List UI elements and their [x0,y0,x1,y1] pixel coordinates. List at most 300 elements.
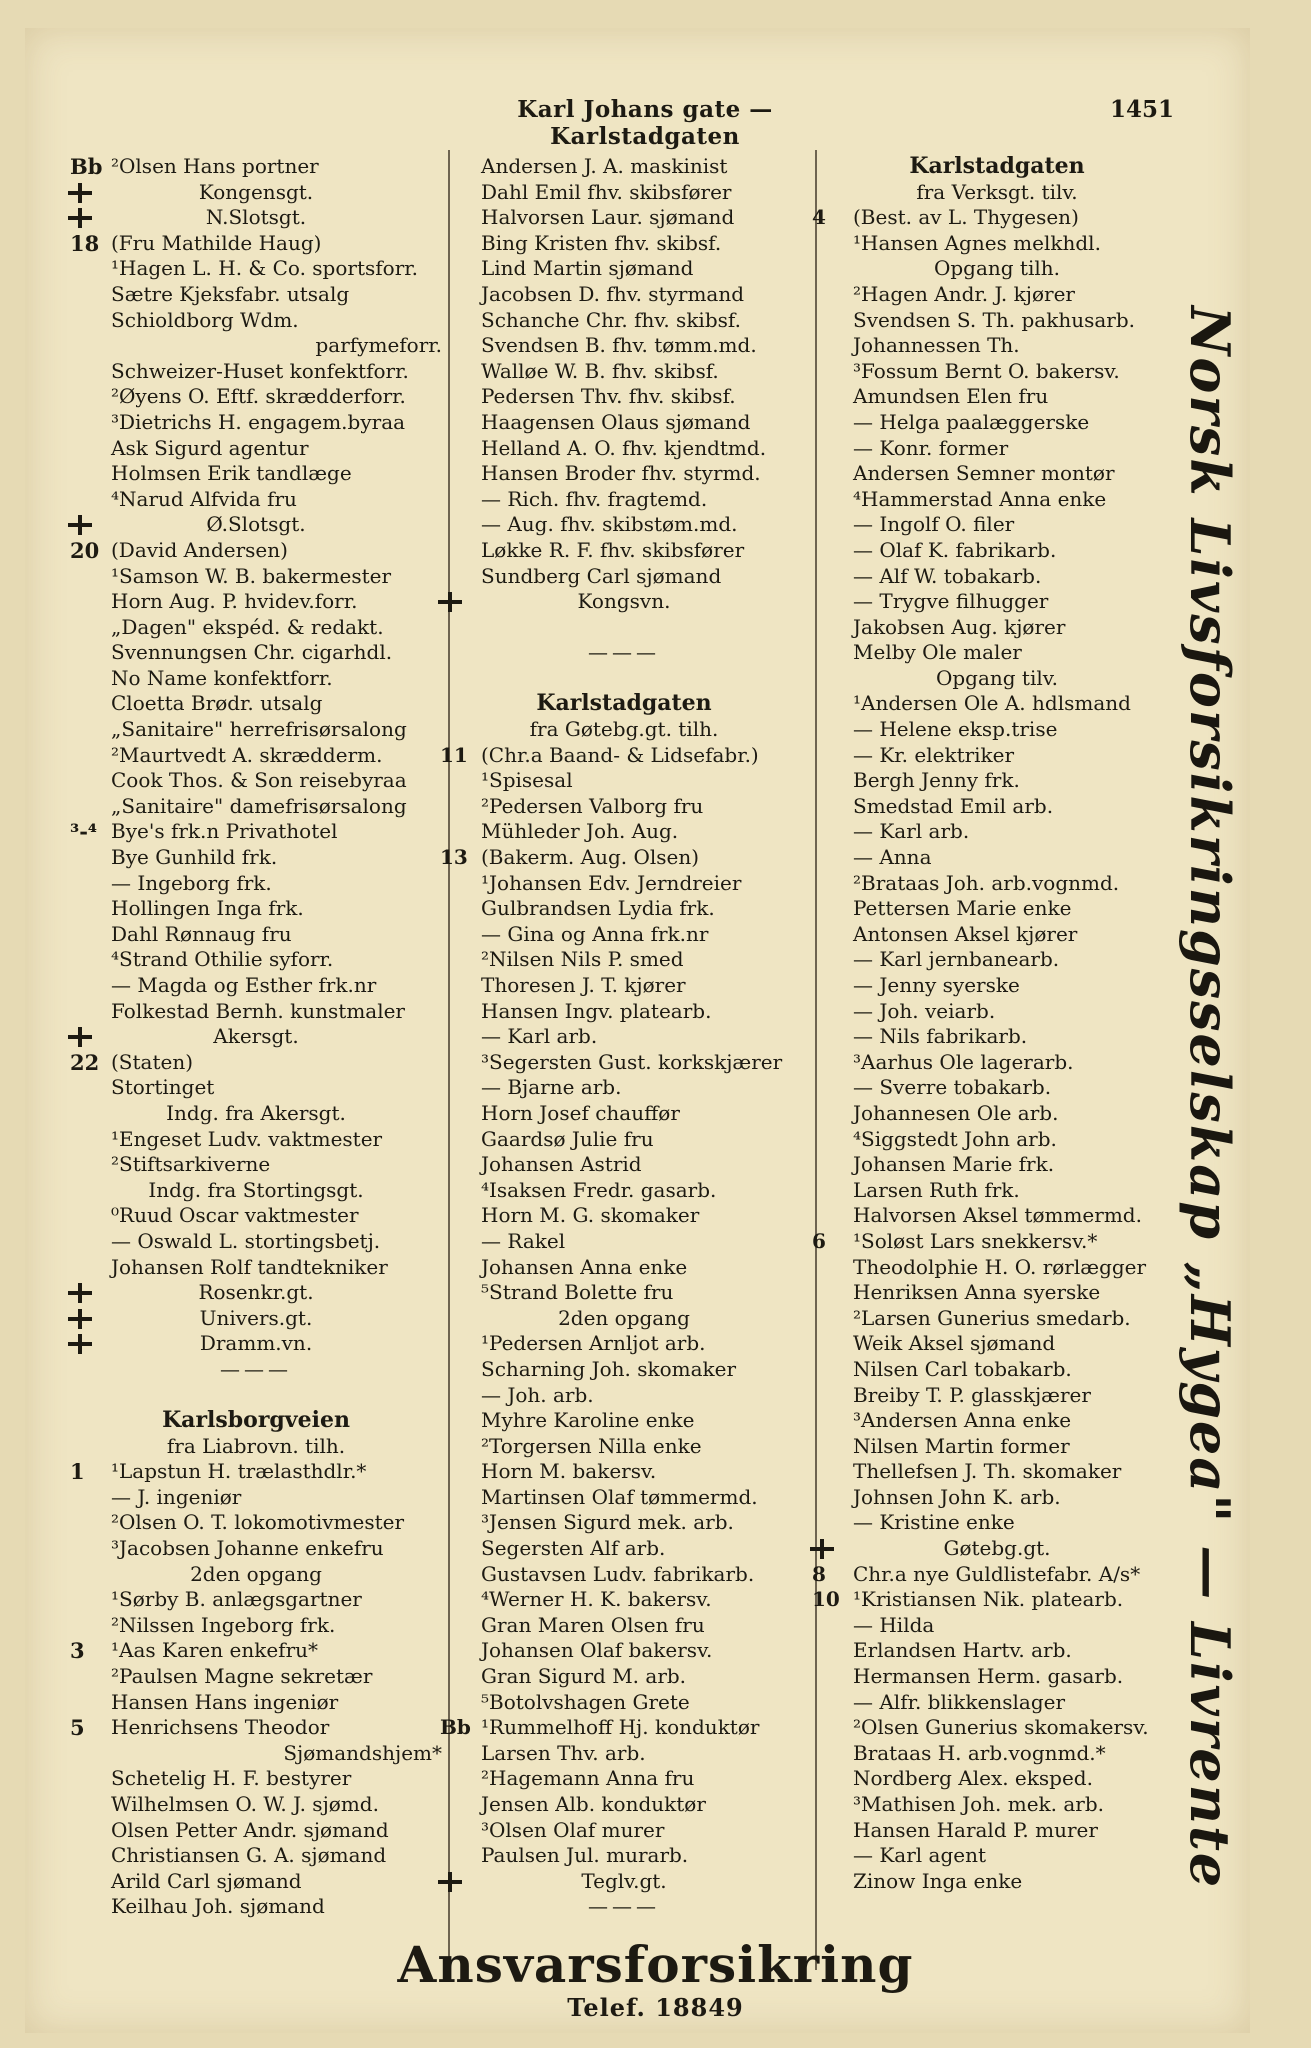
entry-text: Wilhelmsen O. W. J. sjømd. [111,1792,379,1816]
directory-line [812,1869,1182,1895]
directory-line [812,973,1182,999]
entry-text: fra Verksgt. tilv. [916,179,1078,204]
directory-line [70,1255,442,1281]
directory-line [70,1536,442,1562]
cross-street-name: Kongsvn. [577,589,671,614]
entry-text: Pedersen Thv. fhv. skibsf. [481,384,736,409]
directory-line [812,1050,1182,1076]
entry-text: ³Fossum Bernt O. bakersv. [853,358,1120,383]
directory-line [812,999,1182,1025]
directory-line [440,615,808,641]
entry-text: ²Nilssen Ingeborg frk. [111,1612,336,1637]
directory-line [70,845,442,871]
directory-line [440,1536,808,1562]
entry-text: Olsen Petter Andr. sjømand [111,1817,389,1842]
entry-text: Gran Maren Olsen fru [481,1612,705,1637]
directory-line [812,1485,1182,1511]
entry-text: — Joh. arb. [481,1382,594,1407]
entry-text: Sundberg Carl sjømand [481,563,722,588]
directory-line [70,1587,442,1613]
directory-line [440,487,808,513]
directory-line [70,461,442,487]
directory-line [812,205,1182,231]
entry-text: Dahl Rønnaug fru [111,921,292,946]
directory-line [440,1280,808,1306]
entry-text: — Ingeborg frk. [111,870,272,895]
directory-line [70,768,442,794]
house-number: 22 [70,1049,100,1075]
directory-line [440,1050,808,1076]
entry-text: Weik Aksel sjømand [853,1331,1056,1356]
directory-line [440,1792,808,1818]
entry-text: Johansen Olaf bakersv. [481,1638,713,1663]
directory-line [70,743,442,769]
entry-text: ⁵Botolvshagen Grete [481,1689,690,1714]
directory-line [70,896,442,922]
entry-text: ——— [220,1356,292,1381]
column-2 [440,154,808,1920]
directory-line [812,922,1182,948]
entry-text: Thellefsen J. Th. skomaker [853,1459,1122,1484]
entry-text: ³Olsen Olaf murer [481,1817,665,1842]
cross-street-name: Dramm.vn. [199,1331,313,1356]
directory-line [812,1024,1182,1050]
directory-line [70,333,442,359]
entry-text: ¹Sørby B. anlægsgartner [111,1587,362,1612]
directory-line [440,1331,808,1357]
directory-line [812,538,1182,564]
directory-line [812,487,1182,513]
directory-line [70,819,442,845]
entry-text: Christiansen G. A. sjømand [111,1843,387,1868]
entry-text: Schweizer-Huset konfektforr. [111,358,409,383]
entry-text: — Konr. former [853,435,1009,460]
entry-text: Lind Martin sjømand [481,256,694,281]
entry-text: ¹Lapstun H. trælasthdlr.* [111,1459,367,1484]
directory-line [70,1229,442,1255]
directory-line [70,205,442,231]
section-separator [440,1894,808,1920]
directory-line [440,1715,808,1741]
entry-text: ¹Johansen Edv. Jerndreier [481,870,742,895]
directory-line [812,1818,1182,1844]
directory-line [70,1638,442,1664]
directory-line [812,1408,1182,1434]
entry-text: ¹Hansen Agnes melkhdl. [853,230,1101,255]
entry-text: ¹Aas Karen enkefru* [111,1638,319,1663]
entry-text: Schioldborg Wdm. [111,307,299,332]
directory-line [440,231,808,257]
entry-text: Antonsen Aksel kjører [853,921,1078,946]
directory-line [812,1383,1182,1409]
street-heading [440,691,808,717]
directory-line [812,564,1182,590]
entry-text: Schetelig H. F. bestyrer [111,1766,352,1791]
directory-line [812,1101,1182,1127]
entry-text: Karlstadgaten [536,690,712,717]
entry-text: — Magda og Esther frk.nr [111,973,377,997]
entry-text: Nordberg Alex. eksped. [853,1766,1093,1791]
directory-line [440,973,808,999]
page-header [0,96,1311,150]
entry-text: Breiby T. P. glasskjærer [853,1382,1091,1407]
entry-text: ³Mathisen Joh. mek. arb. [853,1792,1105,1816]
directory-line [70,1613,442,1639]
entry-text: Mühleder Joh. Aug. [481,819,679,844]
directory-line [440,1613,808,1639]
entry-text: Bergh Jenny frk. [853,768,1020,793]
directory-line [812,1280,1182,1306]
entry-text: Hansen Hans ingeniør [111,1689,339,1714]
entry-text: — J. ingeniør [111,1484,242,1509]
entry-text: ²Olsen Gunerius skomakersv. [853,1715,1149,1740]
directory-line [812,308,1182,334]
entry-text: Smedstad Emil arb. [853,793,1054,818]
entry-text: (David Andersen) [111,537,288,562]
directory-line [70,154,442,180]
entry-text: Opgang tilv. [935,665,1059,690]
entry-text: ²Olsen O. T. lokomotivmester [111,1510,405,1535]
directory-line [812,1306,1182,1332]
directory-line [440,999,808,1025]
directory-line [812,743,1182,769]
directory-line [812,947,1182,973]
directory-line [70,564,442,590]
entry-text: — Nils fabrikarb. [853,1024,1028,1049]
directory-line [70,1280,442,1306]
entry-text: Gran Sigurd M. arb. [481,1664,687,1689]
directory-line [440,922,808,948]
entry-text: ³Segersten Gust. korkskjærer [481,1049,783,1074]
entry-text: Amundsen Elen fru [853,384,1049,409]
directory-line [70,1485,442,1511]
directory-line [70,1843,442,1869]
directory-line [70,640,442,666]
directory-line [812,1690,1182,1716]
directory-line [440,1690,808,1716]
directory-line [440,1459,808,1485]
entry-text: Haagensen Olaus sjømand [481,409,751,434]
entry-text: Hansen Ingv. platearb. [481,998,712,1023]
cross-street-name: N.Slotsgt. [205,205,307,230]
entry-text: ⁵Strand Bolette fru [481,1280,674,1305]
directory-line [70,1792,442,1818]
street-heading [812,154,1182,180]
entry-text: — Hilda [853,1612,935,1637]
directory-line [440,205,808,231]
entry-text: ²Olsen Hans portner [111,154,319,178]
entry-text: ⁴Siggstedt John arb. [853,1126,1057,1151]
directory-line [70,1459,442,1485]
directory-line [440,1843,808,1869]
directory-line [812,231,1182,257]
entry-text: (Fru Mathilde Haug) [111,230,322,255]
directory-line [70,1741,442,1767]
directory-line [440,1562,808,1588]
entry-text: Opgang tilh. [933,256,1061,281]
directory-line [812,691,1182,717]
entry-text: ²Hagemann Anna fru [481,1766,695,1791]
house-number: 6 [812,1228,826,1253]
directory-line [70,487,442,513]
entry-text: ¹Hagen L. H. & Co. sportsforr. [111,256,418,281]
entry-text: Theodolphie H. O. rørlægger [853,1254,1147,1279]
entry-text: — Alf W. tobakarb. [853,563,1042,588]
entry-text: Nilsen Martin former [853,1433,1070,1458]
entry-text: ²Larsen Gunerius smedarb. [853,1305,1131,1330]
entry-text: — Bjarne arb. [481,1075,622,1100]
directory-line [440,359,808,385]
entry-text: Johnsen John K. arb. [853,1484,1061,1509]
directory-line [70,1127,442,1153]
entry-text: ³Aarhus Ole lagerarb. [853,1049,1074,1074]
entry-text: ⁰Ruud Oscar vaktmester [111,1203,359,1228]
house-number: Bb [440,1715,471,1740]
directory-line [440,1152,808,1178]
directory-line [812,666,1182,692]
entry-text: Johansen Marie frk. [853,1152,1055,1177]
directory-line [812,1178,1182,1204]
directory-line [70,691,442,717]
entry-text: Arild Carl sjømand [111,1868,302,1893]
directory-line [812,845,1182,871]
directory-line [70,1383,442,1409]
entry-text: — Karl agent [853,1843,987,1868]
directory-line [70,1690,442,1716]
directory-line [70,1510,442,1536]
entry-text: Cloetta Brødr. utsalg [111,691,323,716]
directory-line [70,436,442,462]
directory-line [812,589,1182,615]
directory-line [812,1562,1182,1588]
entry-text: No Name konfektforr. [111,665,333,690]
directory-line [440,1024,808,1050]
entry-text: — Kristine enke [853,1510,1015,1535]
directory-line [812,819,1182,845]
directory-line [70,1203,442,1229]
directory-line [440,1638,808,1664]
directory-line [70,384,442,410]
entry-text: ¹Kristiansen Nik. platearb. [853,1587,1124,1612]
directory-line [70,1050,442,1076]
directory-line [812,1715,1182,1741]
entry-text: Svennungsen Chr. cigarhdl. [111,640,393,665]
entry-text: ²Hagen Andr. J. kjører [853,281,1075,306]
directory-line [812,461,1182,487]
directory-line [70,359,442,385]
directory-line [812,282,1182,308]
entry-text: Hansen Harald P. murer [853,1817,1098,1842]
entry-text: Andersen Semner montør [853,461,1115,486]
entry-text: — Rakel [481,1228,566,1253]
entry-text: Larsen Thv. arb. [481,1740,646,1765]
directory-line [70,973,442,999]
directory-line [70,231,442,257]
entry-text: Halvorsen Laur. sjømand [481,205,735,230]
directory-line [440,256,808,282]
directory-line [440,1127,808,1153]
entry-text: — Sverre tobakarb. [853,1075,1052,1100]
entry-text: — Kr. elektriker [853,742,1015,767]
entry-text: Brataas H. arb.vognmd.* [853,1740,1106,1765]
directory-line [812,717,1182,743]
entry-text: Zinow Inga enke [853,1868,1023,1893]
entry-text: ¹Pedersen Arnljot arb. [481,1331,706,1356]
entry-text: Stortinget [111,1075,215,1100]
entry-text: Thoresen J. T. kjører [481,973,686,997]
directory-line [70,1075,442,1101]
cross-street-name: Teglv.gt. [581,1868,667,1893]
entry-text: Johannessen Th. [853,333,1020,358]
entry-text: — Karl jernbanearb. [853,947,1060,972]
directory-line [440,1510,808,1536]
house-number: 10 [812,1587,840,1612]
entry-text: ³Jensen Sigurd mek. arb. [481,1510,734,1535]
entry-text: ²Torgersen Nilla enke [481,1433,702,1458]
directory-line [812,1766,1182,1792]
directory-line [440,1306,808,1332]
entry-text: ——— [588,640,660,665]
entry-text: „Dagen" ekspéd. & redakt. [111,614,384,639]
directory-line [440,1383,808,1409]
entry-text: ²Paulsen Magne sekretær [111,1664,373,1689]
directory-line [70,256,442,282]
directory-line [440,180,808,206]
directory-line [440,1741,808,1767]
directory-line [812,1613,1182,1639]
directory-line [70,589,442,615]
entry-text: Indg. fra Akersgt. [166,1100,346,1125]
directory-line [440,282,808,308]
directory-line [440,947,808,973]
entry-text: Paulsen Jul. murarb. [481,1843,689,1868]
vertical-advertisement: Norsk Livsforsikringsselskap „Hygea" — Livrente [1178,306,1242,1890]
entry-text: — Oswald L. stortingsbetj. [111,1228,381,1253]
directory-line [70,1024,442,1050]
entry-text: Martinsen Olaf tømmermd. [481,1484,758,1509]
entry-text: — Aug. fhv. skibstøm.md. [481,512,738,537]
directory-line [812,1741,1182,1767]
directory-line [440,1818,808,1844]
cross-street-name: Ø.Slotsgt. [206,512,306,537]
section-separator [440,640,808,666]
directory-line [70,1664,442,1690]
entry-text: Jakobsen Aug. kjører [853,614,1066,639]
entry-text: ²Maurtvedt A. skrædderm. [111,742,383,767]
directory-line [812,436,1182,462]
house-number: 4 [812,205,826,230]
directory-line [812,1587,1182,1613]
entry-text: fra Gøtebg.gt. tilh. [529,717,719,742]
entry-text: Sjømandshjem* [283,1740,442,1765]
entry-text: ¹Soløst Lars snekkersv.* [853,1228,1098,1253]
entry-text: 2den opgang [190,1561,322,1586]
directory-line [440,819,808,845]
entry-text: ¹Engeset Ludv. vaktmester [111,1126,383,1151]
directory-line [70,538,442,564]
entry-text: ²Nilsen Nils P. smed [481,947,684,972]
directory-line [70,871,442,897]
entry-text: Gustavsen Ludv. fabrikarb. [481,1561,755,1586]
entry-text: Andersen J. A. maskinist [481,154,728,178]
entry-text: — Helene eksp.trise [853,717,1058,742]
entry-text: Walløe W. B. fhv. skibsf. [481,358,719,383]
running-title: Karl Johans gate — Karlstadgaten [517,96,773,150]
house-number: 13 [440,845,468,870]
directory-line [812,615,1182,641]
entry-text: Folkestad Bernh. kunstmaler [111,998,405,1023]
entry-text: Johansen Rolf tandtekniker [111,1254,388,1279]
directory-line [812,871,1182,897]
directory-line [440,1357,808,1383]
entry-text: Dahl Emil fhv. skibsfører [481,179,732,204]
entry-text: — Anna [853,845,932,870]
footer-phone: Telef. 18849 [567,1993,744,2022]
entry-text: Bye's frk.n Privathotel [111,819,338,844]
directory-line [440,1485,808,1511]
entry-text: ²Stiftsarkiverne [111,1152,271,1177]
directory-line [440,461,808,487]
directory-line [440,410,808,436]
directory-line [70,1715,442,1741]
house-number: 18 [70,230,100,256]
directory-line [440,871,808,897]
entry-text: Karlsborgveien [162,1407,350,1434]
directory-line [70,1101,442,1127]
entry-text: Myhre Karoline enke [481,1408,695,1433]
entry-text: Halvorsen Aksel tømmermd. [853,1203,1142,1228]
directory-line [70,1178,442,1204]
entry-text: ¹Spisesal [481,768,573,793]
directory-line [70,947,442,973]
entry-text: Johannesen Ole arb. [853,1100,1059,1125]
entry-text: ⁴Werner H. K. bakersv. [481,1587,712,1612]
entry-text: „Sanitaire" damefrisørsalong [111,793,407,818]
directory-line [812,180,1182,206]
directory-line [812,359,1182,385]
directory-line [812,1792,1182,1818]
directory-line [812,1229,1182,1255]
house-number: 20 [70,537,100,563]
entry-text: ³Dietrichs H. engagem.byraa [111,409,406,434]
directory-line [70,794,442,820]
entry-text: Horn M. G. skomaker [481,1203,700,1228]
directory-line [70,1894,442,1920]
directory-line [70,999,442,1025]
directory-line [812,1638,1182,1664]
directory-line [812,410,1182,436]
entry-text: Jensen Alb. konduktør [481,1792,706,1816]
directory-line [812,256,1182,282]
entry-text: Melby Ole maler [853,640,1022,665]
directory-line [440,538,808,564]
directory-line [440,794,808,820]
directory-line [812,1843,1182,1869]
directory-line [812,1255,1182,1281]
entry-text: — Alfr. blikkenslager [853,1689,1066,1714]
entry-text: Chr.a nye Guldlistefabr. A/s* [853,1561,1141,1586]
entry-text: — Joh. veiarb. [853,998,996,1023]
entry-text: — Jenny syerske [853,973,1020,997]
entry-text: Segersten Alf arb. [481,1536,666,1561]
entry-text: Horn Aug. P. hvidev.forr. [111,589,358,614]
footer-advertisement: Ansvarsforsikring [397,1935,914,1994]
entry-text: Bye Gunhild frk. [111,845,278,870]
house-number: 11 [440,742,468,767]
entry-text: (Bakerm. Aug. Olsen) [481,845,700,870]
entry-text: Jacobsen D. fhv. styrmand [481,281,745,306]
house-number: 8 [812,1561,826,1586]
